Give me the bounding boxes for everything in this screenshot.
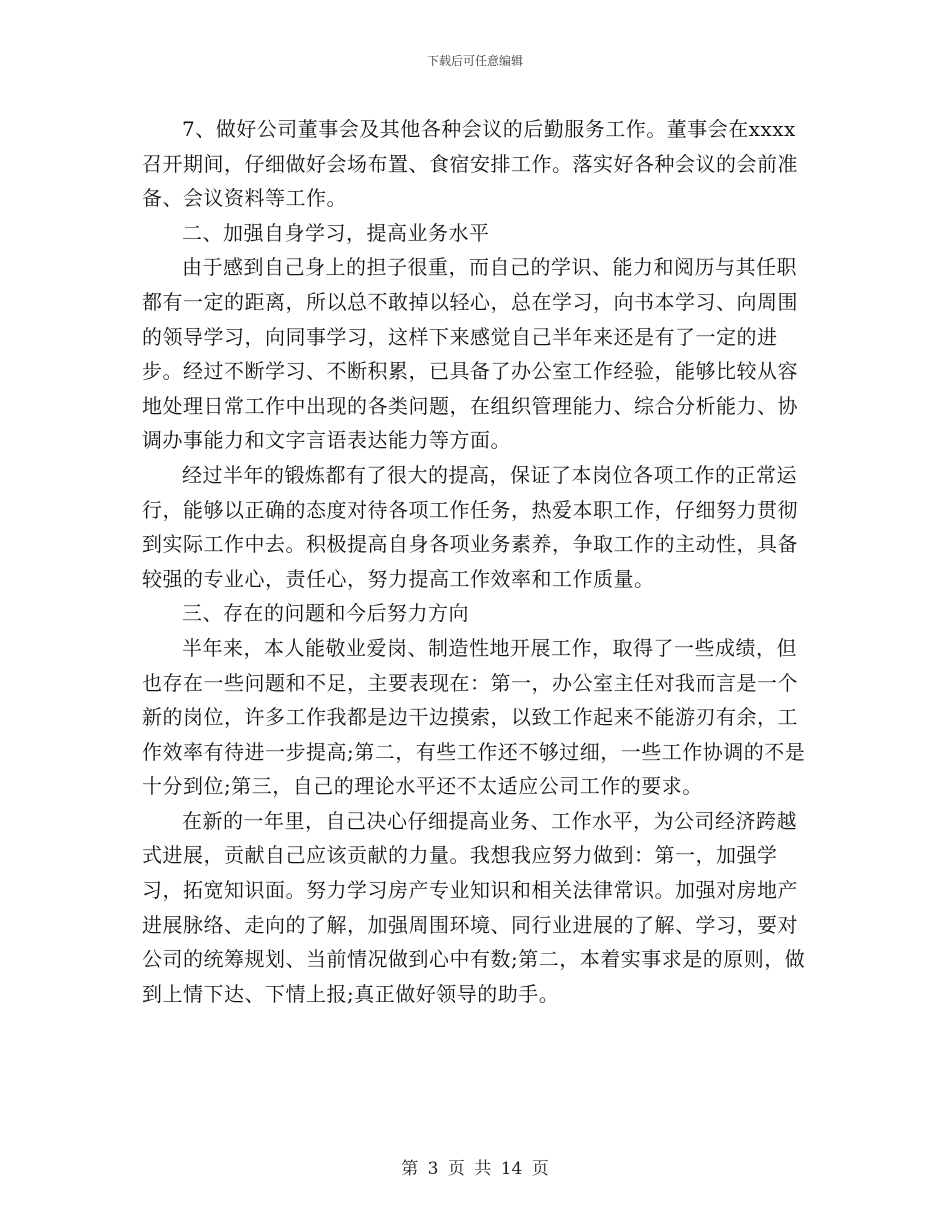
paragraph-item-7: 7、做好公司董事会及其他各种会议的后勤服务工作。董事会在xxxx召开期间，仔细做好会场布置、食宿安排工作。落实好各种会议的会前准备、会议资料等工作。 [142,117,798,211]
section-heading-3: 三、存在的问题和今后努力方向 [182,601,469,626]
section-heading-2: 二、加强自身学习，提高业务水平 [182,220,490,245]
paragraph-plans: 在新的一年里，自己决心仔细提高业务、工作水平，为公司经济跨越式进展，贡献自己应该贡献的力量。我想我应努力做到：第一，加强学习，拓宽知识面。努力学习房产专业知识和相关法律常识。加强对房地产进展脉络、走向的了解，加强周围环境、同行业进展的了解、学习，要对公司的统筹规划、当前情况做到心中有数;第二，本着实事求是的原则，做到上情下达、下情上报;真正做好领导的助手。 [142,808,806,1006]
page-number-footer: 第 3 页 共 14 页 [401,1159,549,1179]
paragraph-study: 由于感到自己身上的担子很重，而自己的学识、能力和阅历与其任职都有一定的距离，所以总不敢掉以轻心，总在学习，向书本学习、向周围的领导学习，向同事学习，这样下来感觉自己半年来还是有了一定的进步。经过不断学习、不断积累，已具备了办公室工作经验，能够比较从容地处理日常工作中出现的各类问题，在组织管理能力、综合分析能力、协调办事能力和文字言语表达能力等方面。 [142,255,798,453]
paragraph-problems: 半年来，本人能敬业爱岗、制造性地开展工作，取得了一些成绩，但也存在一些问题和不足，主要表现在：第一，办公室主任对我而言是一个新的岗位，许多工作我都是边干边摸索，以致工作起来不能游刃有余，工作效率有待进一步提高;第二，有些工作还不够过细，一些工作协调的不是十分到位;第三，自己的理论水平还不太适应公司工作的要求。 [142,635,806,799]
paragraph-improvement: 经过半年的锻炼都有了很大的提高，保证了本岗位各项工作的正常运行，能够以正确的态度对待各项工作任务，热爱本职工作，仔细努力贯彻到实际工作中去。积极提高自身各项业务素养，争取工作的主动性，具备较强的专业心，责任心，努力提高工作效率和工作质量。 [142,462,798,591]
document-body [142,112,808,1011]
page-header: 下载后可任意编辑 [426,54,523,68]
